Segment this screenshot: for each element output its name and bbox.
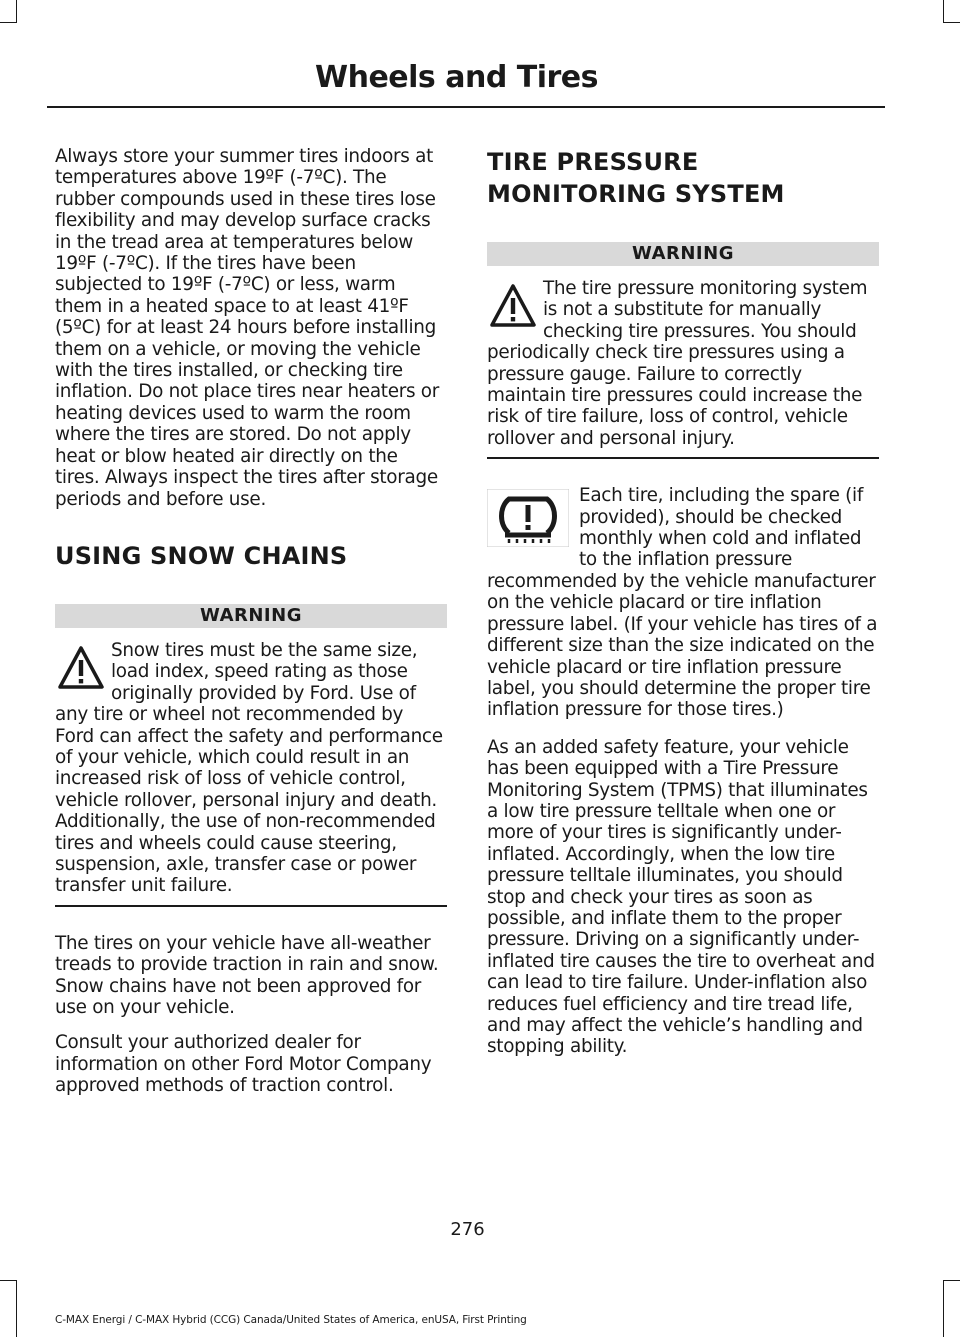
crop-mark bbox=[0, 1280, 17, 1281]
dealer-paragraph: Consult your authorized dealer for information on other Ford Motor Company approved methods of traction control. bbox=[55, 1032, 432, 1097]
page-number: 276 bbox=[450, 1219, 485, 1240]
warning-triangle-icon bbox=[489, 282, 537, 330]
tpms-check-text: Each tire, including the spare (if provided), should be checked monthly when cold and inflated to the inflation pressure recommended by the vehicle manufacturer on the vehicle placard or tire inflation pressure label. (If your vehicle has tires of a different size than the size indicated on the vehicle placard or tire inflation pressure label, you should determine the proper tire inflation pressure for those tires.) bbox=[487, 485, 878, 721]
crop-mark bbox=[0, 22, 17, 23]
warning-label: WARNING bbox=[55, 604, 447, 628]
snow-chains-heading: USING SNOW CHAINS bbox=[55, 541, 348, 570]
all-weather-paragraph: The tires on your vehicle have all-weather treads to provide traction in rain and snow. Snow chains have not been approved for use on your vehicle. bbox=[55, 932, 439, 1018]
snow-tire-warning bbox=[55, 604, 447, 907]
crop-mark bbox=[943, 0, 944, 22]
summer-tire-storage-paragraph: Always store your summer tires indoors at temperatures above 19ºF (-7ºC). The rubber compounds used in these tires lose flexibility and may develop surface cracks in the tread area at temperatures below 19ºF (-7ºC). If the tires have been subjected to 19ºF (-7ºC) or less, warm them in a heated space to at least 41ºF (5ºC) for at least 24 hours before installing them on a vehicle, or moving the vehicle with the tires installed, or checking tire inflation. Do not place tires near heaters or heating devices used to warm the room where the tires are stored. Do not apply heat or blow heated air directly on the tires. Always inspect the tires after storage periods and before use. bbox=[55, 146, 440, 510]
tpms-check-section bbox=[487, 485, 879, 720]
right-column bbox=[487, 146, 879, 1072]
tire-pressure-warning-icon bbox=[487, 489, 569, 547]
header-divider bbox=[47, 106, 885, 108]
tpms-heading: TIRE PRESSURE MONITORING SYSTEM bbox=[487, 148, 785, 208]
tpms-safety-paragraph: As an added safety feature, your vehicle has been equipped with a Tire Pressure Monitoring System (TPMS) that illuminates a low tire pressure telltale when one or more of your tires is significantly under-inflated. Accordingly, when the low tire pressure telltale illuminates, you should stop and check your tires as soon as possible, and inflate them to the proper pressure. Driving on a significantly under-inflated tire causes the tire to overheat and can lead to tire failure. Under-inflation also reduces fuel efficiency and tire tread life, and may affect the vehicle’s handling and stopping ability. bbox=[487, 736, 875, 1058]
warning-triangle-icon bbox=[57, 644, 105, 692]
page-title: Wheels and Tires bbox=[315, 60, 598, 95]
crop-mark bbox=[943, 1280, 944, 1337]
crop-mark bbox=[943, 1280, 960, 1281]
crop-mark bbox=[943, 22, 960, 23]
publication-footer: C-MAX Energi / C-MAX Hybrid (CCG) Canada/United States of America, enUSA, First Printing bbox=[55, 1314, 527, 1326]
warning-text: The tire pressure monitoring system is not a substitute for manually checking tire pressures. You should periodically check tire pressures using a pressure gauge. Failure to correctly maintain tire pressures could increase the risk of tire failure, loss of control, vehicle rollover and personal injury. bbox=[487, 278, 868, 449]
warning-text: Snow tires must be the same size, load index, speed rating as those originally provided by Ford. Use of any tire or wheel not recommended by Ford can affect the safety and performance of your vehicle, which could result in an increased risk of loss of vehicle control, vehicle rollover, personal injury and death. Additionally, the use of non-recommended tires and wheels could cause steering, suspension, axle, transfer case or power transfer unit failure. bbox=[55, 639, 443, 897]
left-column bbox=[55, 146, 447, 1111]
crop-mark bbox=[16, 1280, 17, 1337]
tpms-warning bbox=[487, 242, 879, 459]
warning-label: WARNING bbox=[487, 242, 879, 266]
crop-mark bbox=[16, 0, 17, 22]
